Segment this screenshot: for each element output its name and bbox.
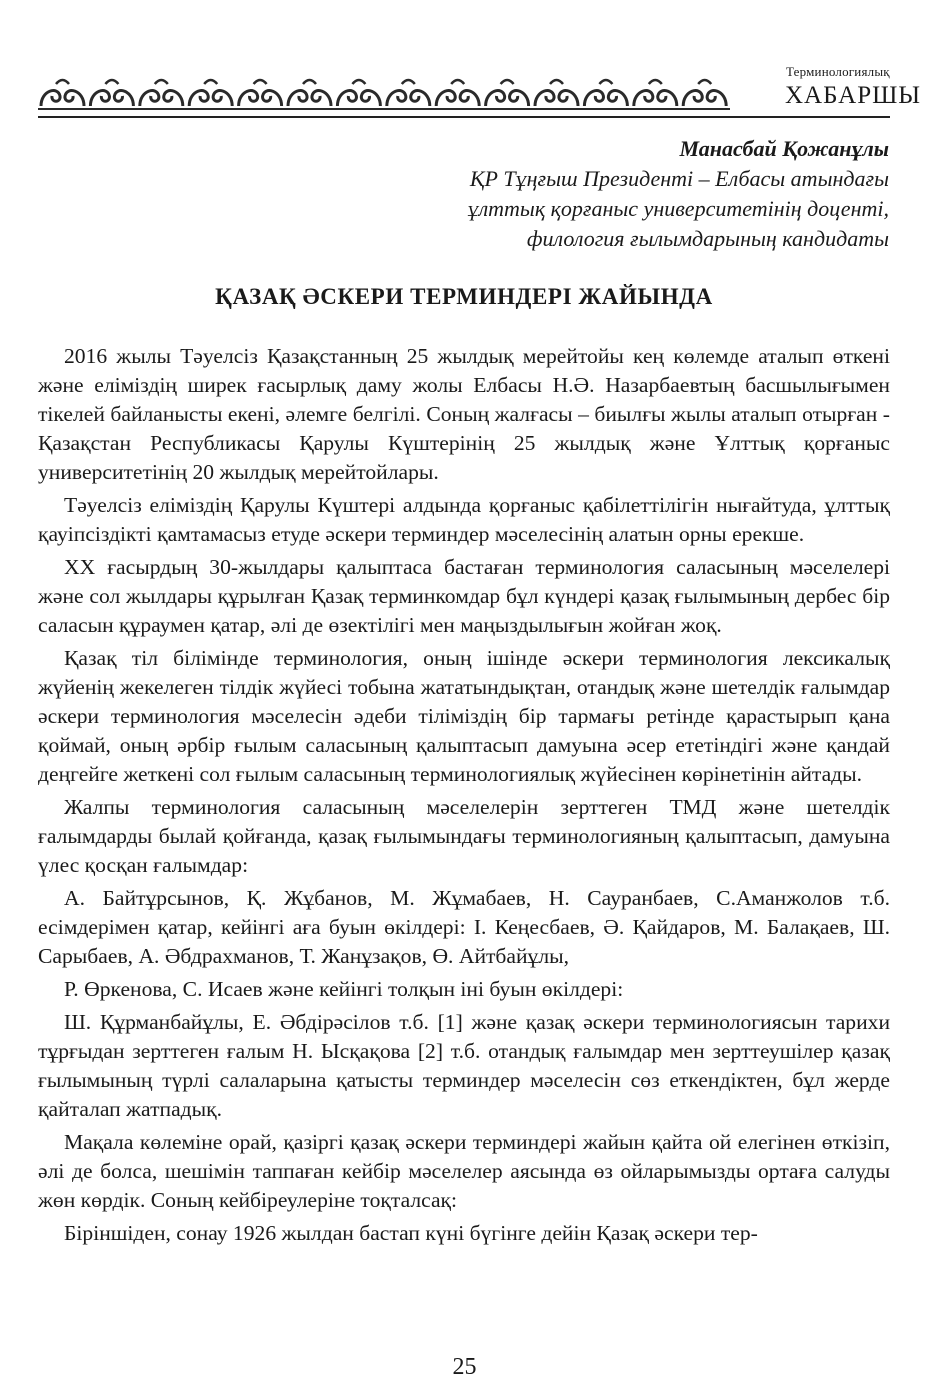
- article-title: ҚАЗАҚ ӘСКЕРИ ТЕРМИНДЕРІ ЖАЙЫНДА: [215, 284, 713, 309]
- paragraph: 2016 жылы Тәуелсіз Қазақстанның 25 жылдық мерейтойы кең көлемде аталып өткені және еліміздің ширек ғасырлық даму жолы Елбасы Н.Ә. Назарбаевтың басшылығымен тікелей байланысты екені, әлемге белгілі. Соның жалғасы – биылғы жылы аталып отырған - Қазақстан Республикасы Қарулы Күштерінің 25 жылдық және Ұлттық қорғаныс университетінің 20 жылдық мерейтойлары.: [38, 344, 890, 484]
- paragraph: Ш. Құрманбайұлы, Е. Әбдірәсілов т.б. [1] және қазақ әскери терминологиясын тарихи тұрғыдан зерттеген ғалым Н. Ысқақова [2] т.б. отандық ғалымдар мен зерттеушілер қазақ ғылымының түрлі салаларына қатысты терминдер мәселесін сөз еткендіктен, бұл жерде қайталап жатпадық.: [38, 1010, 890, 1121]
- paragraph: Мақала көлеміне орай, қазіргі қазақ әскери терминдері жайын қайта ой елегінен өткізіп, әлі де болса, шешімін таппаған кейбір мәселелер аясында өз ойларымызды ортаға салуды жөн көрдік. Соның кейбіреулеріне тоқталсақ:: [38, 1130, 890, 1212]
- ornament-motif: [41, 80, 84, 106]
- ornament-motif: [387, 80, 430, 106]
- ornament-motif: [189, 80, 232, 106]
- author-affiliation-line: ҚР Тұңғыш Президенті – Елбасы атындағы: [469, 166, 889, 191]
- ornament-motif: [634, 80, 677, 106]
- header-rule: [38, 116, 890, 118]
- paragraph: Біріншіден, сонау 1926 жылдан бастап күні бүгінге дейін Қазақ әскери тер-: [64, 1221, 758, 1245]
- paragraph: Тәуелсіз еліміздің Қарулы Күштері алдында қорғаныс қабілеттілігін нығайтуда, ұлттық қауіпсіздікті қамтамасыз етуде әскери терминдер мәселесінің алатын орны ерекше.: [38, 493, 890, 546]
- ornament-motif: [90, 80, 133, 106]
- ornament-motif: [683, 80, 726, 106]
- journal-name: ХАБАРШЫ: [785, 82, 922, 109]
- ornament-motif: [288, 80, 331, 106]
- author-block: [289, 134, 889, 254]
- ornament-motif: [535, 80, 578, 106]
- journal-name-small: Терминологиялық: [786, 64, 890, 79]
- paragraph: Жалпы терминология саласының мәселелерін зерттеген ТМД және шетелдік ғалымдарды былай қойғанда, қазақ ғылымындағы терминологияның қалыптасып, дамуына үлес қосқан ғалымдар:: [38, 795, 890, 877]
- ornament-motif: [337, 80, 380, 106]
- ornament-motif: [486, 80, 529, 106]
- author-affiliation-line: филология ғылымдарының кандидаты: [526, 226, 889, 251]
- ornament-motif: [584, 80, 627, 106]
- page-header: [38, 62, 922, 122]
- page-number: 25: [452, 1354, 477, 1380]
- author-affiliation-line: ұлттық қорғаныс университетінің доценті,: [467, 196, 889, 221]
- article-body: [38, 342, 890, 1252]
- ornament-motif: [140, 80, 183, 106]
- ornament-border: [38, 76, 730, 112]
- ornament-motif: [436, 80, 479, 106]
- paragraph: Қазақ тіл білімінде терминология, оның ішінде әскери терминология лексикалық жүйенің жекелеген тілдік жүйесі тобына жататындықтан, отандық және шетелдік ғалымдар әскери терминология мәселесін әдеби тіліміздің бір тармағы ретінде қарастырып қана қоймай, оның әрбір ғылым саласының қалыптасып дамуына әсер ететіндігі және қандай деңгейге жеткені сол ғылым саласының терминологиялық жүйесінен көрінетінін айтады.: [38, 646, 890, 786]
- author-name: Манасбай Қожанұлы: [679, 136, 889, 161]
- ornament-motif: [239, 80, 282, 106]
- paragraph: Р. Өркенова, С. Исаев және кейінгі толқын іні буын өкілдері:: [64, 977, 624, 1001]
- paragraph: XX ғасырдың 30-жылдары қалыптаса бастаған терминология саласының мәселелері және сол жылдары құрылған Қазақ терминкомдар бұл күндері қазақ ғылымының дербес бір саласын құраумен қатар, әлі де өзектілігі мен маңыздылығын жойған жоқ.: [38, 555, 890, 637]
- paragraph: А. Байтұрсынов, Қ. Жұбанов, М. Жұмабаев, Н. Сауранбаев, С.Аманжолов т.б. есімдерімен қатар, кейінгі аға буын өкілдері: І. Кеңесбаев, Ә. Қайдаров, М. Балақаев, Ш. Сарыбаев, А. Әбдрахманов, Т. Жанұзақов, Ө. Айтбайұлы,: [38, 886, 890, 968]
